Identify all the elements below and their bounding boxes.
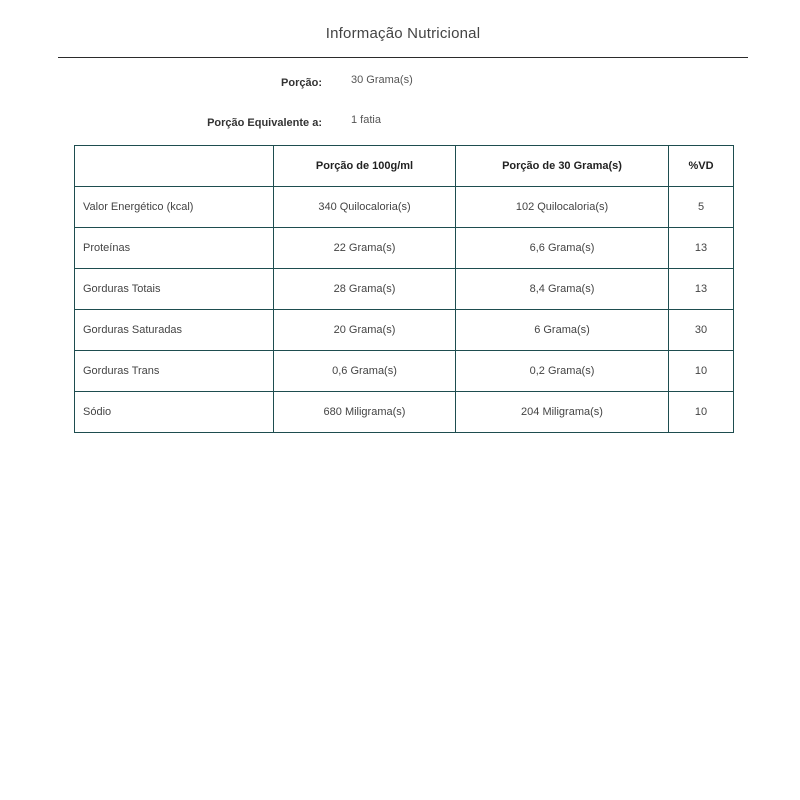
- per-100g-value: 28 Grama(s): [274, 269, 456, 310]
- table-row: [75, 187, 734, 228]
- nutrition-table: [74, 145, 734, 433]
- per-portion-value: 204 Miligrama(s): [456, 392, 669, 433]
- per-portion-value: 0,2 Grama(s): [456, 351, 669, 392]
- equivalent-row: [0, 114, 800, 135]
- daily-value: 10: [669, 351, 734, 392]
- table-row: [75, 228, 734, 269]
- page-title: Informação Nutricional: [325, 25, 481, 42]
- table-row: [75, 269, 734, 310]
- table-row: [75, 392, 734, 433]
- per-portion-value: 8,4 Grama(s): [456, 269, 669, 310]
- table-header-row: [75, 146, 734, 187]
- nutrient-name: Gorduras Saturadas: [75, 310, 274, 351]
- header-per-100g: Porção de 100g/ml: [274, 146, 456, 187]
- daily-value: 13: [669, 228, 734, 269]
- portion-value: 30 Grama(s): [351, 74, 413, 86]
- table-row: [75, 310, 734, 351]
- nutrient-name: Sódio: [75, 392, 274, 433]
- header-nutrient: [75, 146, 274, 187]
- per-100g-value: 0,6 Grama(s): [274, 351, 456, 392]
- per-100g-value: 340 Quilocaloria(s): [274, 187, 456, 228]
- table-row: [75, 351, 734, 392]
- daily-value: 30: [669, 310, 734, 351]
- per-100g-value: 22 Grama(s): [274, 228, 456, 269]
- header-daily-value: %VD: [669, 146, 734, 187]
- daily-value: 5: [669, 187, 734, 228]
- per-100g-value: 680 Miligrama(s): [274, 392, 456, 433]
- daily-value: 13: [669, 269, 734, 310]
- equivalent-value: 1 fatia: [351, 114, 381, 126]
- title-divider: [58, 57, 748, 58]
- per-portion-value: 102 Quilocaloria(s): [456, 187, 669, 228]
- per-100g-value: 20 Grama(s): [274, 310, 456, 351]
- daily-value: 10: [669, 392, 734, 433]
- nutrient-name: Proteínas: [75, 228, 274, 269]
- portion-row: [0, 74, 800, 95]
- per-portion-value: 6,6 Grama(s): [456, 228, 669, 269]
- portion-label: Porção:: [281, 77, 322, 89]
- nutrient-name: Gorduras Trans: [75, 351, 274, 392]
- header-per-portion: Porção de 30 Grama(s): [456, 146, 669, 187]
- equivalent-label: Porção Equivalente a:: [207, 117, 322, 129]
- per-portion-value: 6 Grama(s): [456, 310, 669, 351]
- nutrient-name: Valor Energético (kcal): [75, 187, 274, 228]
- nutrient-name: Gorduras Totais: [75, 269, 274, 310]
